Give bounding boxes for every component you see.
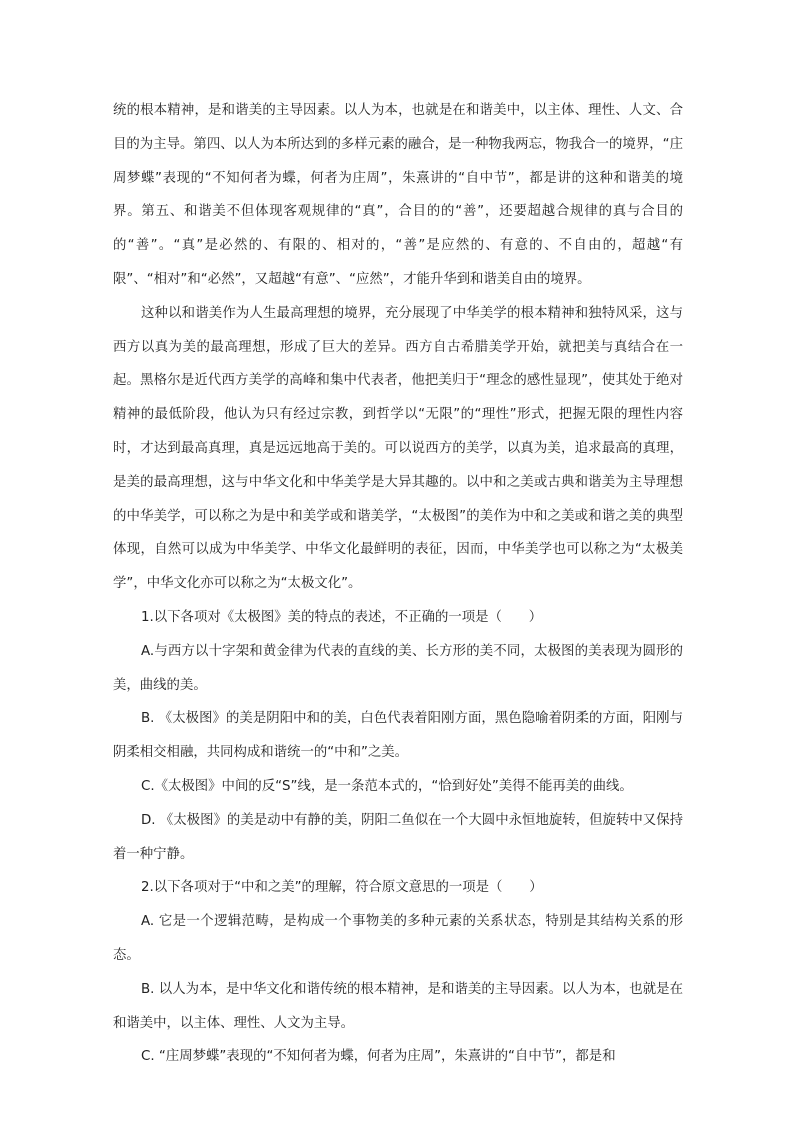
question-2-option-b: B. 以人为本，是中华文化和谐传统的根本精神，是和谐美的主导因素。以人为本，也就是在和谐美中，以主体、理性、人文为主导。 — [113, 981, 683, 1031]
document-body — [113, 94, 683, 1074]
question-2-option-a: A. 它是一个逻辑范畴，是构成一个事物美的多种元素的关系状态，特别是其结构关系的形态。 — [113, 914, 683, 963]
question-2-stem: 2.以下各项对于“中和之美”的理解，符合原文意思的一项是（ ） — [141, 880, 543, 896]
question-1-option-c: C.《太极图》中间的反“S”线，是一条范本式的，“恰到好处”美得不能再美的曲线。 — [141, 778, 633, 794]
question-1-option-d: D. 《太极图》的美是动中有静的美，阴阳二鱼似在一个大圆中永恒地旋转，但旋转中又保持着一种宁静。 — [113, 812, 683, 862]
question-1-option-a: A.与西方以十字架和黄金律为代表的直线的美、长方形的美不同，太极图的美表现为圆形的美，曲线的美。 — [113, 643, 683, 693]
question-1-option-b: B. 《太极图》的美是阴阳中和的美，白色代表着阳刚方面，黑色隐喻着阴柔的方面，阳刚与阴柔相交相融，共同构成和谐统一的“中和”之美。 — [113, 711, 683, 761]
question-1-stem: 1.以下各项对《太极图》美的特点的表述，不正确的一项是（ ） — [141, 609, 543, 625]
question-2-option-c: C. “庄周梦蝶”表现的“不知何者为蝶，何者为庄周”，朱熹讲的“自中节”，都是和 — [141, 1049, 616, 1065]
body-paragraph: 这种以和谐美作为人生最高理想的境界，充分展现了中华美学的根本精神和独特风采，这与西方以真为美的最高理想，形成了巨大的差异。西方自古希腊美学开始，就把美与真结合在一起。黑格尔是近代西方美学的高峰和集中代表者，他把美归于“理念的感性显现”，使其处于绝对精神的最低阶段，他认为只有经过宗教，到哲学以“无限”的“理性”形式，把握无限的理性内容时，才达到最高真理，真是远远地高于美的。可以说西方的美学，以真为美，追求最高的真理，是美的最高理想，这与中华文化和中华美学是大异其趣的。以中和之美或古典和谐美为主导理想的中华美学，可以称之为是中和美学或和谐美学，“太极图”的美作为中和之美或和谐之美的典型体现，自然可以成为中华美学、中华文化最鲜明的表征，因而，中华美学也可以称之为“太极美学”，中华文化亦可以称之为“太极文化”。 — [113, 305, 683, 592]
body-paragraph-continued: 统的根本精神，是和谐美的主导因素。以人为本，也就是在和谐美中，以主体、理性、人文、合目的为主导。第四、以人为本所达到的多样元素的融合，是一种物我两忘，物我合一的境界，“庄周梦蝶”表现的“不知何者为蝶，何者为庄周”，朱熹讲的“自中节”，都是讲的这种和谐美的境界。第五、和谐美不但体现客观规律的“真”，合目的的“善”，还要超越合规律的真与合目的的“善”。“真”是必然的、有限的、相对的，“善”是应然的、有意的、不自由的，超越“有限”、“相对”和“必然”，又超越“有意”、“应然”，才能升华到和谐美自由的境界。 — [113, 103, 683, 287]
